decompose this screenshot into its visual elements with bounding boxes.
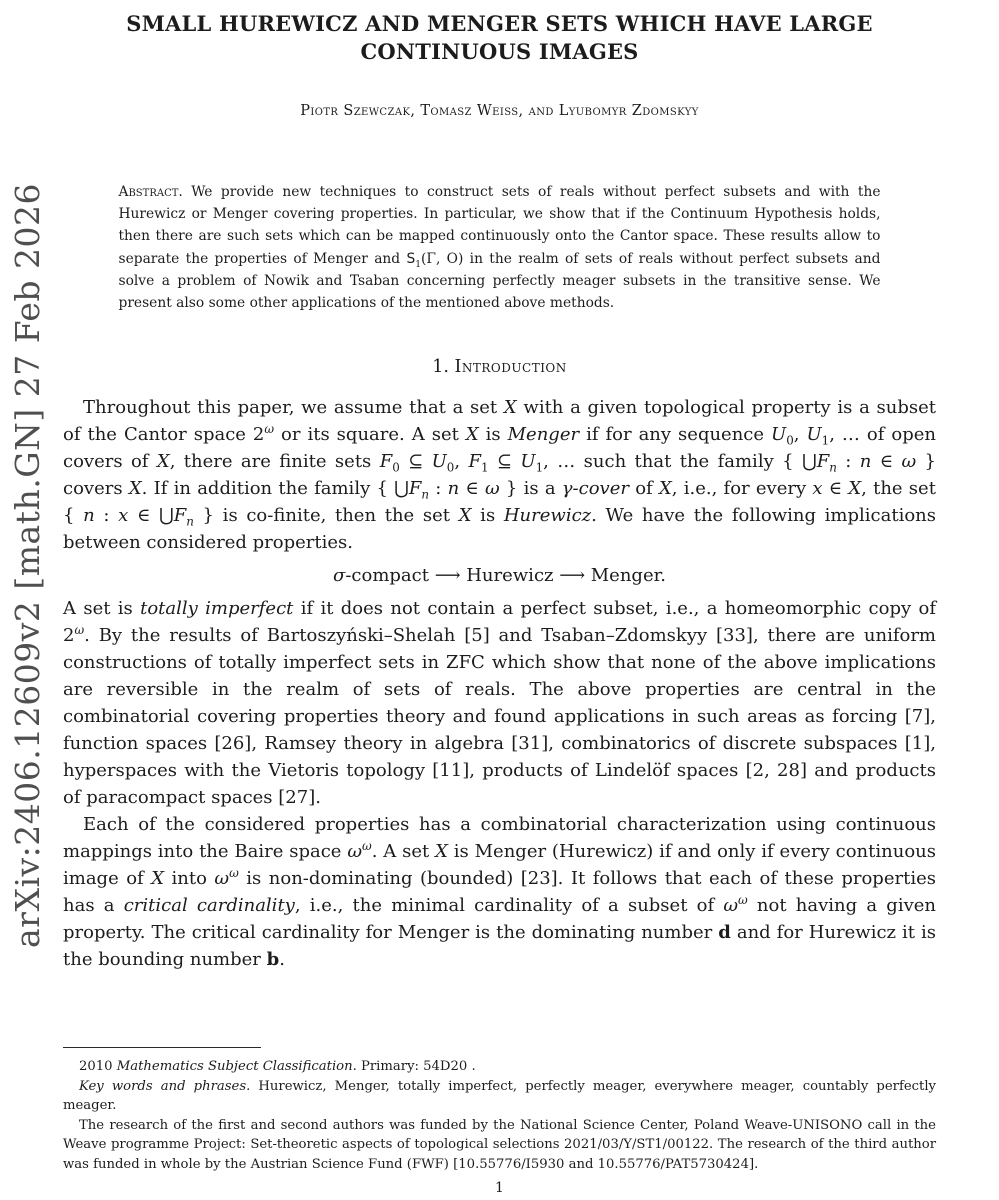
- arxiv-watermark-text: arXiv:2406.12609v2 [math.GN] 27 Feb 2026: [7, 182, 47, 948]
- abstract-label: Abstract.: [118, 183, 183, 200]
- paper-title: SMALL HUREWICZ AND MENGER SETS WHICH HAVE LARGE CONTINUOUS IMAGES: [126, 11, 873, 65]
- paragraph-intro-2: A set is totally imperfect if it does not contain a perfect subset, i.e., a homeomorphic copy of $2^\omega$. By the results of Bartoszyński–Shelah [5] and Tsaban–Zdomskyy [33], there are uniform constructions of totally imperfect sets in ZFC which show that none of the above implications are reversible in the realm of sets of reals. The above properties are central in the combinatorial covering properties theory and found applications in such areas as forcing [7], function spaces [26], Ramsey theory in algebra [31], combinatorics of discrete subspaces [1], hyperspaces with the Vietoris topology [11], products of Lindelöf spaces [2, 28] and products of paracompact spaces [27].: [63, 597, 936, 808]
- authors-line: Piotr Szewczak, Tomasz Weiss, and Lyubomyr Zdomskyy: [300, 102, 699, 119]
- paragraph-intro-1: Throughout this paper, we assume that a set X with a given topological property is a subset of the Cantor space $2^\omega$ or its square. A set X is Menger if for any sequence $U_0$, $U_1$, … of open covers of X, there are finite sets $F_0$ ⊆ $U_0$, $F_1$ ⊆ $U_1$, … such that the family { $⋃F_n$ : n ∈ ω } covers X. If in addition the family { $⋃F_n$ : n ∈ ω } is a γ-cover of X, i.e., for every x ∈ X, the set { n : x ∈ $⋃F_n$ } is co-finite, then the set X is Hurewicz. We have the following implications between considered properties.: [63, 396, 936, 553]
- paragraph-intro-3: Each of the considered properties has a combinatorial characterization using continuous mappings into the Baire space $\omega^\omega$. A set X is Menger (Hurewicz) if and only if every continuous image of X into $\omega^\omega$ is non-dominating (bounded) [23]. It follows that each of these properties has a critical cardinality, i.e., the minimal cardinality of a subset of $\omega^\omega$ not having a given property. The critical cardinality for Menger is the dominating number d and for Hurewicz it is the bounding number b.: [63, 813, 937, 970]
- abstract-block: [119, 181, 881, 315]
- abstract-text: We provide new techniques to construct sets of reals without perfect subsets and with the Hurewicz or Menger covering properties. In particular, we show that if the Continuum Hypothesis holds, then there are such sets which can be mapped continuously onto the Cantor space. These results allow to separate the properties of Menger and $S_1(\Gamma$, O) in the realm of sets of reals without perfect subsets and solve a problem of Nowik and Tsaban concerning perfectly meager subsets in the transitive sense. We present also some other applications of the mentioned above methods.: [118, 183, 881, 312]
- page-number: 1: [495, 1180, 504, 1196]
- footnote-area: [63, 1047, 936, 1174]
- section-title: Introduction: [454, 356, 567, 377]
- footnote-rule: [63, 1047, 261, 1048]
- section-number: 1.: [432, 356, 449, 377]
- footnote-funding: The research of the first and second authors was funded by the National Science Center, Poland Weave-UNISONO call in the Weave programme Project: Set-theoretic aspects of topological selections 2021/03/Y/ST1/00122. The research of the third author was funded in whole by the Austrian Science Fund (FWF) [10.55776/I5930 and 10.55776/PAT5730424].: [63, 1117, 936, 1172]
- footnotes-block: [63, 1057, 936, 1174]
- footnote-msc: 2010 Mathematics Subject Classification. Primary: 54D20 .: [79, 1059, 476, 1074]
- footnote-keywords: Key words and phrases. Hurewicz, Menger, totally imperfect, perfectly meager, everywhere meager, countably perfectly meager.: [63, 1078, 936, 1113]
- section-heading: [63, 357, 936, 377]
- display-formula: σ-compact ⟶ Hurewicz ⟶ Menger.: [333, 564, 666, 586]
